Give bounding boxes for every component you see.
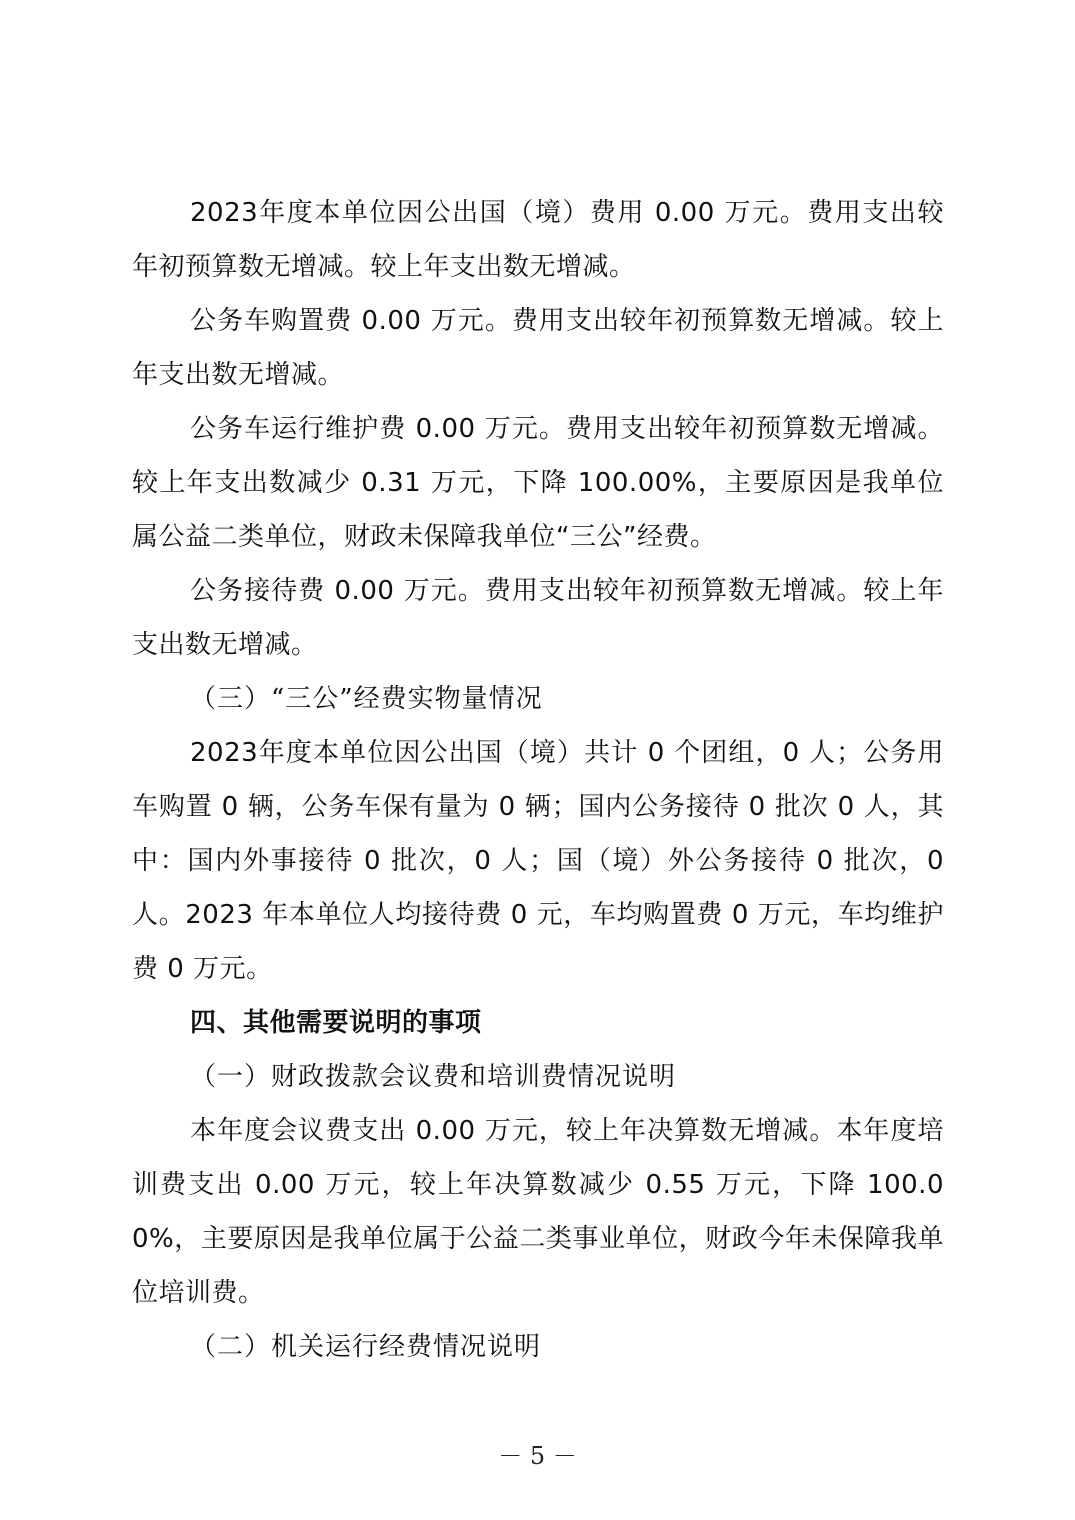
paragraph-overseas-expense: 2023年度本单位因公出国（境）费用 0.00 万元。费用支出较年初预算数无增减。较上年支出数无增减。 [132, 198, 944, 282]
page-number: － 5 － [498, 1442, 577, 1470]
body-text [132, 186, 944, 1374]
paragraph-vehicle-purchase: 公务车购置费 0.00 万元。费用支出较年初预算数无增减。较上年支出数无增减。 [132, 306, 944, 390]
subheading-physical-quantity: （三）“三公”经费实物量情况 [190, 684, 543, 714]
paragraph-meeting-training: 本年度会议费支出 0.00 万元，较上年决算数无增减。本年度培训费支出 0.00 万元，较上年决算数减少 0.55 万元，下降 100.00%，主要原因是我单位属于公益二类事业单位，财政今年未保障我单位培训费。 [132, 1116, 944, 1308]
paragraph-reception-expense: 公务接待费 0.00 万元。费用支出较年初预算数无增减。较上年支出数无增减。 [132, 576, 944, 660]
subheading-meeting-training: （一）财政拨款会议费和培训费情况说明 [190, 1062, 677, 1092]
section-heading-other-matters: 四、其他需要说明的事项 [190, 1008, 482, 1038]
paragraph-vehicle-maintenance: 公务车运行维护费 0.00 万元。费用支出较年初预算数无增减。较上年支出数减少 0.31 万元，下降 100.00%，主要原因是我单位属公益二类单位，财政未保障我单位“三公”经费。 [132, 414, 944, 552]
paragraph-physical-quantity: 2023年度本单位因公出国（境）共计 0 个团组，0 人；公务用车购置 0 辆，公务车保有量为 0 辆；国内公务接待 0 批次 0 人，其中：国内外事接待 0 批次，0 人；国（境）外公务接待 0 批次，0 人。2023 年本单位人均接待费 0 元，车均购置费 0 万元，车均维护费 0 万元。 [132, 738, 944, 984]
subheading-operating-expense: （二）机关运行经费情况说明 [190, 1332, 542, 1362]
